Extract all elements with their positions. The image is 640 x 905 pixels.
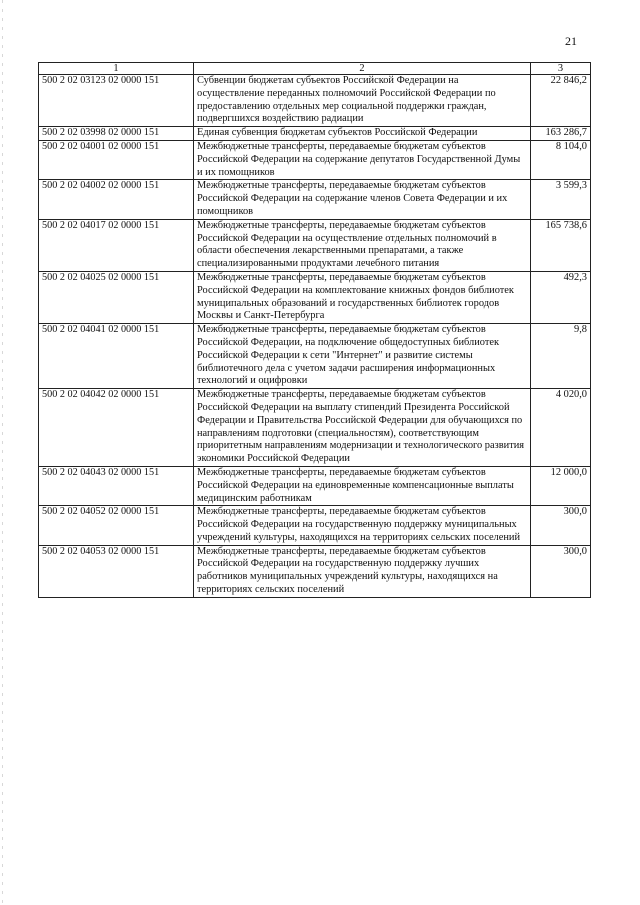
table-row — [39, 219, 591, 271]
scan-edge-mark — [2, 0, 3, 905]
row-code: 500 2 02 04025 02 0000 151 — [39, 271, 194, 323]
table-row — [39, 466, 591, 505]
row-description: Межбюджетные трансферты, передаваемые бюджетам субъектов Российской Федерации на единовременные компенсационные выплаты медицинским работникам — [194, 466, 531, 505]
row-amount: 3 599,3 — [531, 180, 591, 219]
table-row — [39, 180, 591, 219]
row-amount: 12 000,0 — [531, 466, 591, 505]
row-amount: 4 020,0 — [531, 389, 591, 467]
column-header-description: 2 — [194, 63, 531, 75]
row-code: 500 2 02 03998 02 0000 151 — [39, 127, 194, 141]
table-row — [39, 75, 591, 127]
column-header-code: 1 — [39, 63, 194, 75]
row-code: 500 2 02 03123 02 0000 151 — [39, 75, 194, 127]
row-amount: 22 846,2 — [531, 75, 591, 127]
row-code: 500 2 02 04002 02 0000 151 — [39, 180, 194, 219]
column-header-amount: 3 — [531, 63, 591, 75]
table-row — [39, 506, 591, 545]
table-row — [39, 389, 591, 467]
row-description: Межбюджетные трансферты, передаваемые бюджетам субъектов Российской Федерации на государственную поддержку муниципальных учреждений культуры, находящихся на территориях сельских поселений — [194, 506, 531, 545]
row-amount: 9,8 — [531, 324, 591, 389]
row-description: Межбюджетные трансферты, передаваемые бюджетам субъектов Российской Федерации на содержание членов Совета Федерации и их помощников — [194, 180, 531, 219]
budget-table — [38, 62, 591, 598]
row-code: 500 2 02 04017 02 0000 151 — [39, 219, 194, 271]
row-amount: 8 104,0 — [531, 140, 591, 179]
row-amount: 492,3 — [531, 271, 591, 323]
row-description: Межбюджетные трансферты, передаваемые бюджетам субъектов Российской Федерации на содержание депутатов Государственной Думы и их помощников — [194, 140, 531, 179]
row-description: Субвенции бюджетам субъектов Российской Федерации на осуществление переданных полномочий Российской Федерации по предоставлению отдельных мер социальной поддержки граждан, подвергшихся воздействию радиации — [194, 75, 531, 127]
row-description: Межбюджетные трансферты, передаваемые бюджетам субъектов Российской Федерации на выплату стипендий Президента Российской Федерации и Правительства Российской Федерации для обучающихся по направлениям подготовки (специальностям), соответствующим приоритетным направлениям модернизации и технологического развития экономики Российской Федерации — [194, 389, 531, 467]
row-amount: 300,0 — [531, 506, 591, 545]
table-row — [39, 140, 591, 179]
row-description: Единая субвенция бюджетам субъектов Российской Федерации — [194, 127, 531, 141]
row-code: 500 2 02 04043 02 0000 151 — [39, 466, 194, 505]
budget-table-body — [39, 63, 591, 598]
row-description: Межбюджетные трансферты, передаваемые бюджетам субъектов Российской Федерации на государственную поддержку лучших работников муниципальных учреждений культуры, находящихся на территориях сельских поселений — [194, 545, 531, 597]
table-header-row — [39, 63, 591, 75]
table-row — [39, 324, 591, 389]
row-description: Межбюджетные трансферты, передаваемые бюджетам субъектов Российской Федерации на комплектование книжных фондов библиотек муниципальных образований и государственных библиотек городов Москвы и Санкт-Петербурга — [194, 271, 531, 323]
row-description: Межбюджетные трансферты, передаваемые бюджетам субъектов Российской Федерации, на подключение общедоступных библиотек Российской Федерации к сети "Интернет" и развитие системы библиотечного дела с учетом задачи расширения информационных технологий и оцифровки — [194, 324, 531, 389]
table-row — [39, 545, 591, 597]
row-code: 500 2 02 04001 02 0000 151 — [39, 140, 194, 179]
page-number: 21 — [565, 34, 577, 48]
row-code: 500 2 02 04052 02 0000 151 — [39, 506, 194, 545]
row-amount: 300,0 — [531, 545, 591, 597]
row-description: Межбюджетные трансферты, передаваемые бюджетам субъектов Российской Федерации на осуществление отдельных полномочий в области обеспечения лекарственными препаратами, а также специализированными продуктами лечебного питания — [194, 219, 531, 271]
row-amount: 165 738,6 — [531, 219, 591, 271]
row-code: 500 2 02 04041 02 0000 151 — [39, 324, 194, 389]
row-code: 500 2 02 04042 02 0000 151 — [39, 389, 194, 467]
row-amount: 163 286,7 — [531, 127, 591, 141]
row-code: 500 2 02 04053 02 0000 151 — [39, 545, 194, 597]
table-row — [39, 127, 591, 141]
table-row — [39, 271, 591, 323]
